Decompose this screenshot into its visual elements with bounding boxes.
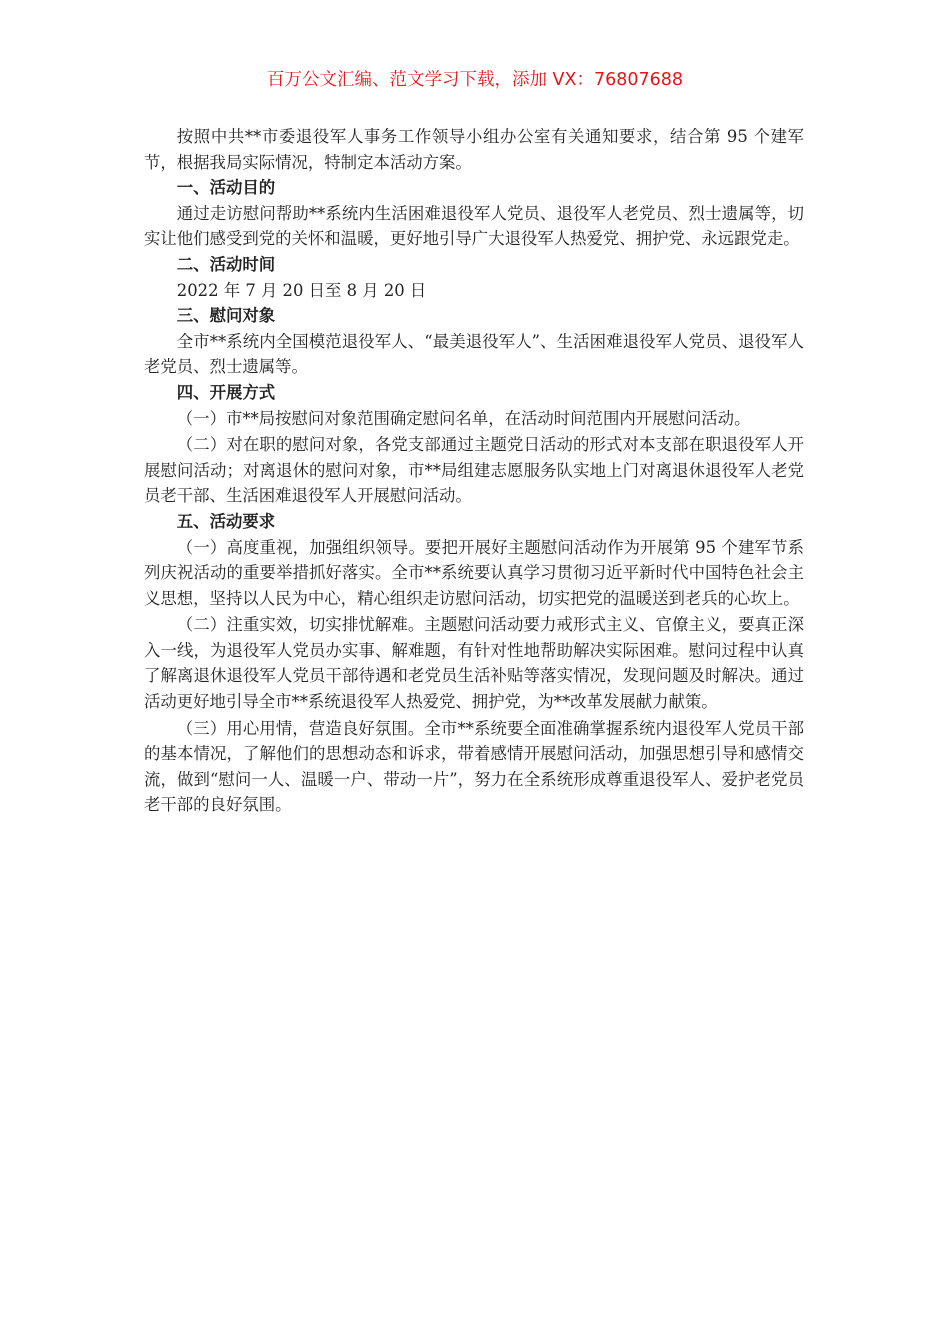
method-paragraph-2: （二）对在职的慰问对象，各党支部通过主题党日活动的形式对本支部在职退役军人开展慰问活动；对离退休的慰问对象，市**局组建志愿服务队实地上门对离退休退役军人老党员老干部、生活困难退役军人开展慰问活动。	[144, 435, 804, 506]
requirement-paragraph-3: （三）用心用情，营造良好氛围。全市**系统要全面准确掌握系统内退役军人党员干部的基本情况，了解他们的思想动态和诉求，带着感情开展慰问活动，加强思想引导和感情交流，做到“慰问一人、温暖一户、带动一片”，努力在全系统形成尊重退役军人、爱护老党员老干部的良好氛围。	[144, 718, 804, 815]
section-heading-target: 三、慰问对象	[176, 306, 276, 326]
time-paragraph: 2022 年 7 月 20 日至 8 月 20 日	[176, 280, 427, 300]
target-paragraph: 全市**系统内全国模范退役军人、“最美退役军人”、生活困难退役军人党员、退役军人老党员、烈士遗属等。	[144, 331, 804, 377]
purpose-paragraph: 通过走访慰问帮助**系统内生活困难退役军人党员、退役军人老党员、烈士遗属等，切实让他们感受到党的关怀和温暖，更好地引导广大退役军人热爱党、拥护党、永远跟党走。	[144, 203, 804, 249]
watermark-banner: 百万公文汇编、范文学习下载，添加 VX：76807688	[266, 70, 684, 90]
method-paragraph-1: （一）市**局按慰问对象范围确定慰问名单，在活动时间范围内开展慰问活动。	[176, 408, 751, 428]
section-heading-requirements: 五、活动要求	[176, 511, 276, 531]
document-body	[144, 124, 804, 818]
section-heading-time: 二、活动时间	[176, 254, 276, 274]
requirement-paragraph-2: （二）注重实效，切实排忧解难。主题慰问活动要力戒形式主义、官僚主义，要真正深入一线，为退役军人党员办实事、解难题，有针对性地帮助解决实际困难。慰问过程中认真了解离退休退役军人党员干部待遇和老党员生活补贴等落实情况，发现问题及时解决。通过活动更好地引导全市**系统退役军人热爱党、拥护党，为**改革发展献力献策。	[144, 615, 804, 712]
section-heading-method: 四、开展方式	[176, 382, 276, 402]
requirement-paragraph-1: （一）高度重视，加强组织领导。要把开展好主题慰问活动作为开展第 95 个建军节系列庆祝活动的重要举措抓好落实。全市**系统要认真学习贯彻习近平新时代中国特色社会主义思想，坚持以人民为中心，精心组织走访慰问活动，切实把党的温暖送到老兵的心坎上。	[144, 537, 804, 608]
intro-paragraph: 按照中共**市委退役军人事务工作领导小组办公室有关通知要求，结合第 95 个建军节，根据我局实际情况，特制定本活动方案。	[144, 127, 804, 172]
section-heading-purpose: 一、活动目的	[176, 178, 276, 198]
